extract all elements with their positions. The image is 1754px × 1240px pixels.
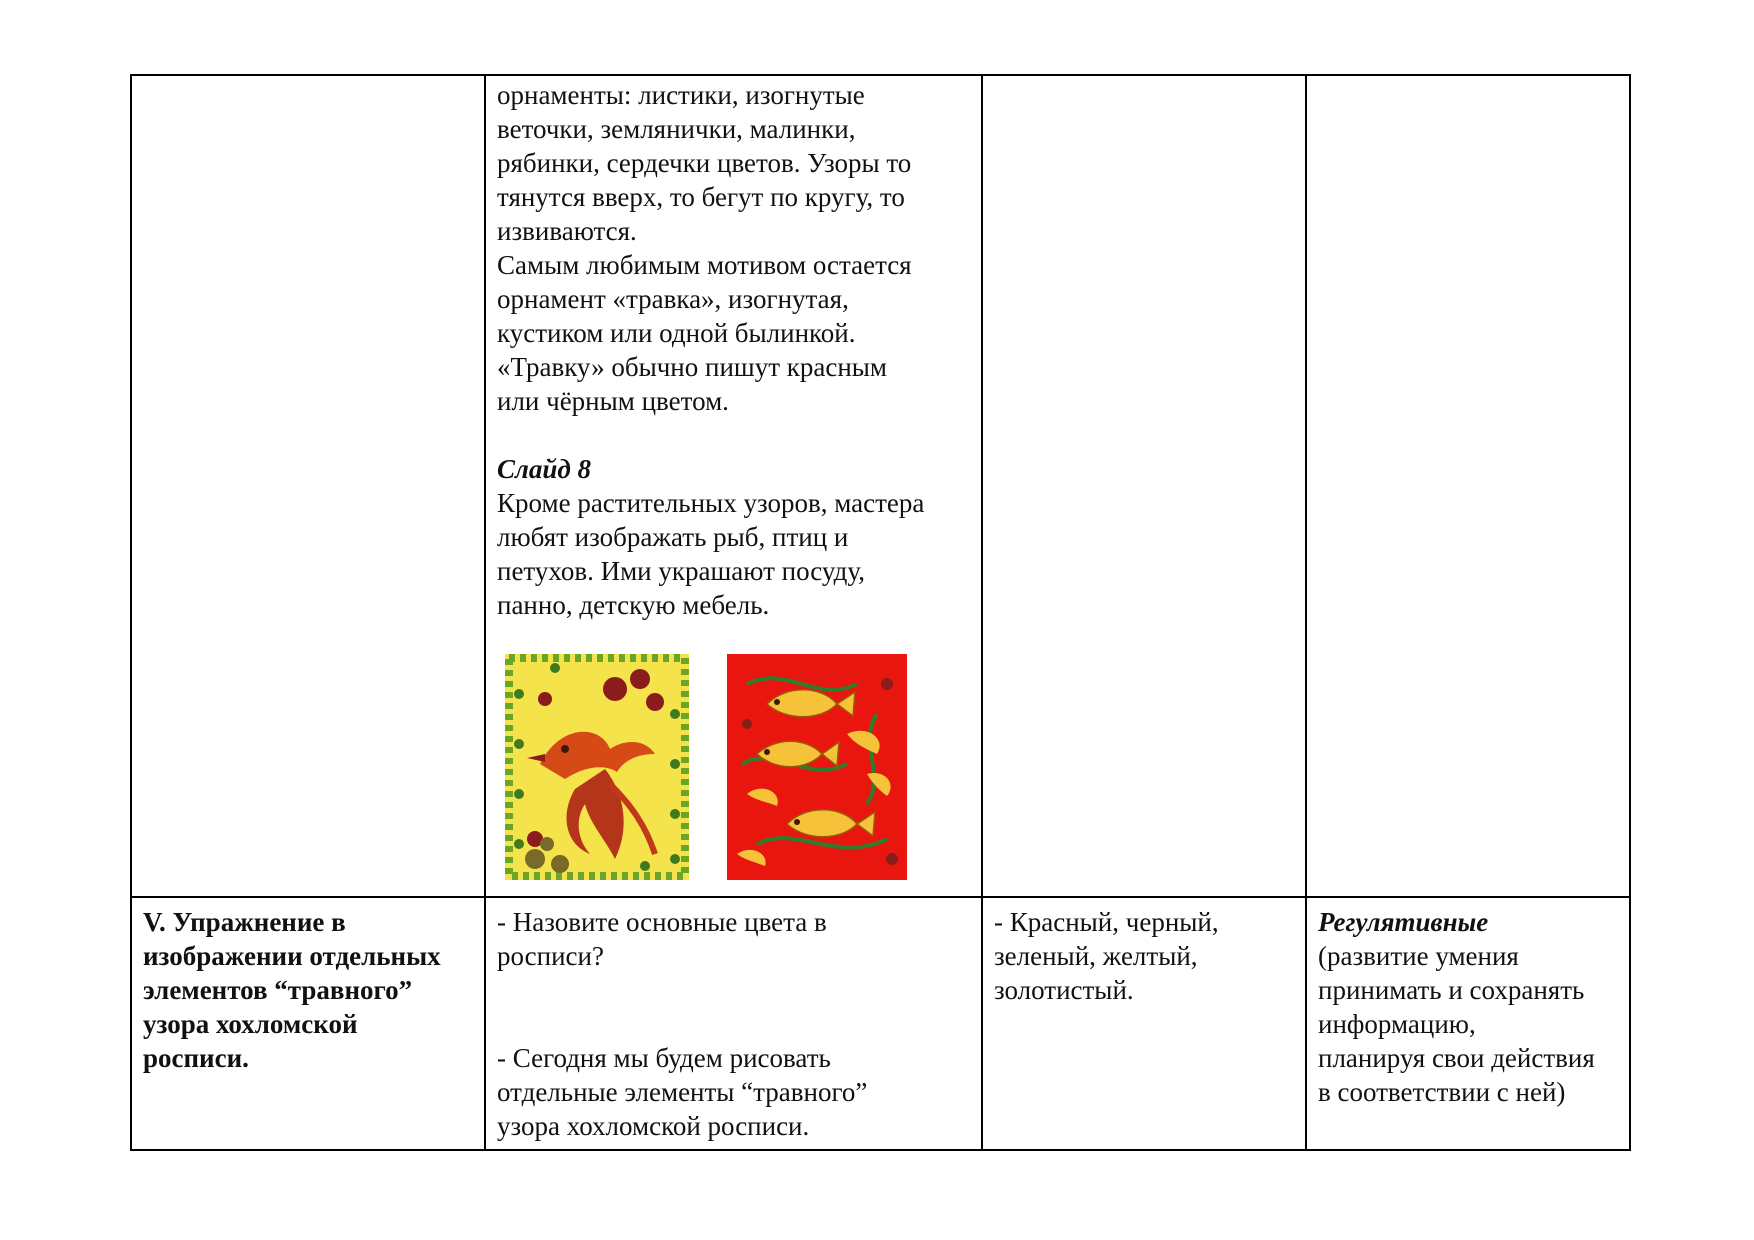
text-line: информацию,: [1318, 1009, 1476, 1039]
teacher-question: [497, 905, 971, 973]
text-line: веточки, землянички, малинки,: [497, 114, 856, 144]
student-activity-cell-empty: [982, 75, 1306, 897]
illustrations: [497, 654, 971, 884]
text-line: - Красный, черный,: [994, 907, 1219, 937]
uud-heading: Регулятивные: [1318, 907, 1489, 937]
text-line: орнамент «травка», изогнутая,: [497, 284, 849, 314]
teacher-activity-cell: [485, 75, 982, 897]
stage-title-line: элементов “травного”: [143, 975, 413, 1005]
stage-title-line: V. Упражнение в: [143, 907, 346, 937]
text-line: - Сегодня мы будем рисовать: [497, 1043, 831, 1073]
stage-title-line: изображении отдельных: [143, 941, 441, 971]
text-line: Самым любимым мотивом остается: [497, 250, 912, 280]
text-line: узора хохломской росписи.: [497, 1111, 810, 1141]
text-line: зеленый, желтый,: [994, 941, 1198, 971]
stage-title-line: росписи.: [143, 1043, 249, 1073]
table-row: [131, 897, 1630, 1150]
text-line: - Назовите основные цвета в: [497, 907, 827, 937]
text-line: росписи?: [497, 941, 604, 971]
text-line: орнаменты: листики, изогнутые: [497, 80, 865, 110]
text-line: принимать и сохранять: [1318, 975, 1585, 1005]
uud-cell: [1306, 897, 1630, 1150]
text-line: или чёрным цветом.: [497, 386, 729, 416]
text-line: в соответствии с ней): [1318, 1077, 1566, 1107]
khokhloma-firebird-painting-icon: [505, 654, 689, 880]
student-activity-cell: [982, 897, 1306, 1150]
khokhloma-fish-painting-icon: [727, 654, 907, 880]
text-line: панно, детскую мебель.: [497, 590, 770, 620]
uud-cell-empty: [1306, 75, 1630, 897]
text-line: извиваются.: [497, 216, 637, 246]
lesson-table: [130, 74, 1631, 1151]
text-line: (развитие умения: [1318, 941, 1519, 971]
stage-cell-empty: [131, 75, 485, 897]
text-line: кустиком или одной былинкой.: [497, 318, 856, 348]
text-line: «Травку» обычно пишут красным: [497, 352, 888, 382]
ornament-paragraph: [497, 78, 971, 248]
text-line: тянутся вверх, то бегут по кругу, то: [497, 182, 905, 212]
text-line: любят изображать рыб, птиц и: [497, 522, 849, 552]
table-row: [131, 75, 1630, 897]
stage-title-line: узора хохломской: [143, 1009, 358, 1039]
text-line: Кроме растительных узоров, мастера: [497, 488, 925, 518]
teacher-statement: [497, 1041, 971, 1143]
slide-heading: Слайд 8: [497, 454, 592, 484]
text-line: петухов. Ими украшают посуду,: [497, 556, 865, 586]
text-line: отдельные элементы “травного”: [497, 1077, 868, 1107]
teacher-activity-cell: [485, 897, 982, 1150]
text-line: рябинки, сердечки цветов. Узоры то: [497, 148, 912, 178]
animals-paragraph: [497, 486, 971, 622]
text-line: золотистый.: [994, 975, 1134, 1005]
stage-cell: [131, 897, 485, 1150]
text-line: планируя свои действия: [1318, 1043, 1595, 1073]
travka-paragraph: [497, 248, 971, 418]
